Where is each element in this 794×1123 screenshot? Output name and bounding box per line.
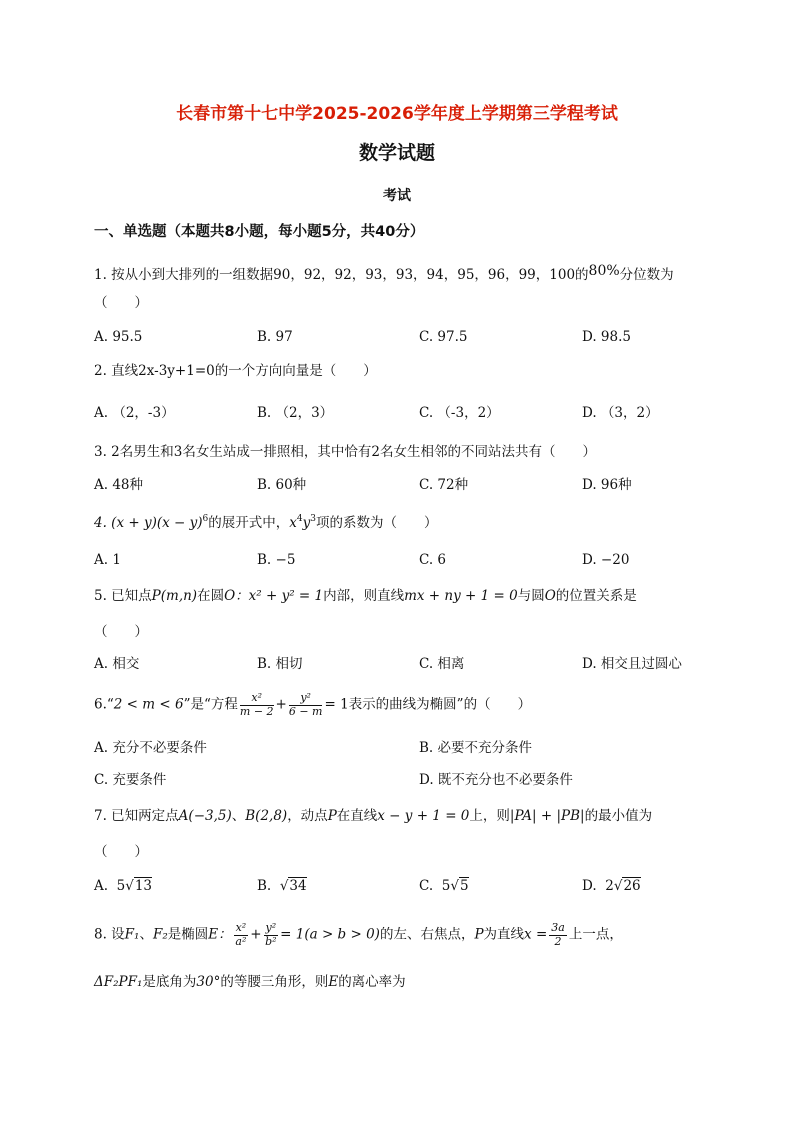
question-3-option-c: C. 72种	[419, 477, 469, 493]
question-6-option-d: D. 既不充分也不必要条件	[419, 772, 573, 788]
question-1-option-c: C. 97.5	[419, 329, 468, 345]
question-7-option-c: C. 5√5	[419, 878, 469, 894]
question-7-option-a: A. 5√13	[94, 878, 153, 894]
question-3-option-d: D. 96种	[582, 477, 632, 493]
question-7-option-b: B. √34	[257, 878, 307, 894]
question-1-paren: （ ）	[94, 295, 148, 311]
question-1-option-a: A. 95.5	[94, 329, 143, 345]
question-5-option-c: C. 相离	[419, 656, 465, 672]
fraction-y-b: $\frac{\text{y²}}{\text{b²}}$	[265, 921, 277, 948]
question-8-line2: ΔF₂PF₁是底角为30°的等腰三角形，则E的离心率为	[94, 974, 406, 990]
section-heading: 一、单选题（本题共8小题，每小题5分，共40分）	[94, 224, 425, 240]
question-6-option-a: A. 充分不必要条件	[94, 740, 207, 756]
question-3-stem: 3. 2名男生和3名女生站成一排照相，其中恰有2名女生相邻的不同站法共有（ ）	[94, 444, 596, 460]
question-2-option-b: B. （2，3）	[257, 405, 334, 421]
fraction-3a-2: $\frac{3a}{2}$	[551, 921, 565, 948]
question-2-option-c: C. （-3，2）	[419, 405, 500, 421]
question-2-option-a: A. （2，-3）	[94, 405, 175, 421]
question-4-option-a: A. 1	[94, 552, 121, 568]
question-5-option-b: B. 相切	[257, 656, 303, 672]
question-1-option-d: D. 98.5	[582, 329, 631, 345]
question-7-option-d: D. 2√26	[582, 878, 641, 894]
exam-subtitle: 数学试题	[358, 142, 435, 164]
question-8-stem: 8. 设F₁、F₂是椭圆E： $\frac{\text{x²}}{\text{a²}}$ + $\frac{\text{y²}}{\text{b²}}$ = 1(a > b > 0)的左、右焦点，P为直线x = $\frac{3a}{2}$ 上一点，	[94, 921, 623, 948]
fraction-x-a: $\frac{\text{x²}}{\text{a²}}$	[235, 921, 247, 948]
exam-label: 考试	[383, 188, 411, 204]
question-5-option-d: D. 相交且过圆心	[582, 656, 682, 672]
question-1-option-b: B. 97	[257, 329, 293, 345]
question-4-option-c: C. 6	[419, 552, 447, 568]
question-3-option-b: B. 60种	[257, 477, 307, 493]
question-5-paren: （ ）	[94, 624, 148, 640]
question-7-stem: 7. 已知两定点A(−3,5)、B(2,8)，动点P在直线x − y + 1 = 0上，则|PA| + |PB|的最小值为	[94, 808, 653, 824]
question-4-option-d: D. −20	[582, 552, 630, 568]
question-5-stem: 5. 已知点P(m,n)在圆O：x² + y² = 1内部，则直线mx + ny + 1 = 0与圆O的位置关系是	[94, 588, 637, 604]
question-6-option-b: B. 必要不充分条件	[419, 740, 533, 756]
fraction-x: $\frac{\text{x²}}{m - 2}$	[239, 691, 274, 718]
exam-title: 长春市第十七中学2025-2026学年度上学期第三学程考试	[176, 104, 618, 124]
question-2-option-d: D. （3，2）	[582, 405, 659, 421]
question-6-option-c: C. 充要条件	[94, 772, 167, 788]
question-5-option-a: A. 相交	[94, 656, 140, 672]
question-4-option-b: B. −5	[257, 552, 296, 568]
question-2-stem: 2. 直线2x-3y+1=0的一个方向向量是（ ）	[94, 363, 377, 379]
question-6-stem: 6.“2 < m < 6”是“方程 $\frac{\text{x²}}{m - 2}$ + $\frac{\text{y²}}{6 - m}$ = 1表示的曲线为椭圆”的（ ）	[94, 691, 532, 718]
fraction-y: $\frac{\text{y²}}{6 - m}$	[288, 691, 323, 718]
question-7-paren: （ ）	[94, 844, 148, 860]
question-1-stem: 1. 按从小到大排列的一组数据90，92，92，93，93，94，95，96，99，100的80%分位数为	[94, 263, 674, 283]
question-3-option-a: A. 48种	[94, 477, 144, 493]
question-4-stem: 4. $(x + y)(x - y)^6$的展开式中，$x^4y^3$项的系数为（ ）	[94, 514, 438, 531]
